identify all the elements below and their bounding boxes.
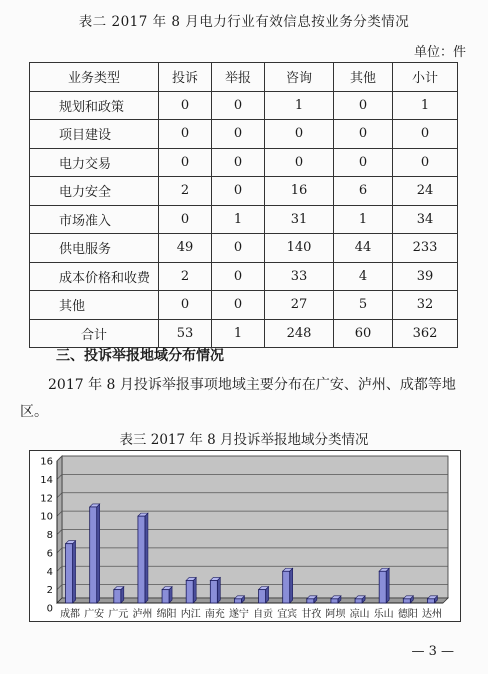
table3-title: 表三 2017 年 8 月投诉举报地域分类情况 [119, 432, 369, 448]
x-tick-label: 成都 [60, 609, 81, 620]
table-cell: 248 [265, 319, 334, 348]
header-complaint: 投诉 [159, 63, 212, 92]
x-tick-label: 遂宁 [228, 609, 249, 620]
table-cell: 0 [159, 291, 212, 320]
table-header-row [30, 63, 458, 92]
table-row [30, 177, 458, 206]
y-tick-label: 6 [46, 548, 53, 560]
y-tick-label: 14 [40, 474, 53, 486]
x-tick-label: 广安 [84, 609, 105, 620]
row-label: 成本价格和收费 [30, 262, 159, 291]
table-cell: 60 [334, 319, 393, 348]
table-cell: 16 [265, 177, 334, 206]
table-cell: 0 [159, 120, 212, 149]
table-cell: 34 [393, 205, 458, 234]
header-report: 举报 [212, 63, 265, 92]
table-cell: 5 [334, 291, 393, 320]
table-cell: 0 [159, 148, 212, 177]
bar-南充 [210, 577, 220, 603]
bar-遂宁 [234, 596, 244, 603]
x-tick-label: 甘孜 [301, 609, 322, 620]
table-cell: 53 [159, 319, 212, 348]
y-tick-label: 8 [46, 530, 53, 541]
bar-自贡 [259, 587, 269, 603]
page-number: — 3 — [411, 644, 454, 659]
table-row [30, 291, 458, 320]
row-label: 电力安全 [30, 177, 159, 206]
table-cell: 1 [393, 91, 458, 120]
table-cell: 0 [393, 148, 458, 177]
table-cell: 0 [212, 177, 265, 206]
bar-广安 [90, 504, 100, 603]
bar-内江 [186, 577, 196, 603]
table2-title: 表二 2017 年 8 月电力行业有效信息按业务分类情况 [78, 14, 410, 30]
bar-广元 [114, 587, 124, 603]
table-cell: 0 [212, 262, 265, 291]
table-cell: 24 [393, 177, 458, 206]
x-tick-label: 绵阳 [156, 609, 177, 620]
table-cell: 362 [393, 319, 458, 348]
x-tick-label: 德阳 [397, 609, 418, 620]
bar-阿坝 [331, 596, 341, 603]
table-cell: 0 [212, 148, 265, 177]
table-row [30, 148, 458, 177]
table-cell: 0 [212, 91, 265, 120]
table-cell: 0 [393, 120, 458, 149]
x-tick-label: 凉山 [349, 609, 370, 620]
header-consult: 咨询 [265, 63, 334, 92]
table-cell: 0 [265, 148, 334, 177]
bar-德阳 [403, 596, 413, 603]
x-tick-label: 乐山 [373, 609, 394, 620]
table-cell: 1 [334, 205, 393, 234]
row-label: 市场准入 [30, 205, 159, 234]
x-tick-label: 南充 [204, 609, 225, 620]
y-tick-label: 10 [40, 511, 53, 523]
row-label: 规划和政策 [30, 91, 159, 120]
table-cell: 27 [265, 291, 334, 320]
table-cell: 6 [334, 177, 393, 206]
table-cell: 0 [334, 91, 393, 120]
x-tick-label: 阿坝 [325, 609, 346, 620]
chart-plot-area [62, 456, 448, 598]
row-label: 电力交易 [30, 148, 159, 177]
table-cell: 0 [212, 291, 265, 320]
table-row [30, 234, 458, 263]
business-category-table [29, 62, 458, 348]
x-tick-label: 广元 [108, 609, 129, 620]
table-cell: 2 [159, 262, 212, 291]
table-row [30, 262, 458, 291]
table-cell: 233 [393, 234, 458, 263]
row-label: 项目建设 [30, 120, 159, 149]
x-tick-label: 泸州 [132, 609, 153, 620]
y-tick-label: 12 [40, 493, 53, 505]
row-label: 供电服务 [30, 234, 159, 263]
bar-乐山 [379, 568, 389, 603]
table-cell: 31 [265, 205, 334, 234]
bar-成都 [66, 541, 76, 603]
header-other: 其他 [334, 63, 393, 92]
bar-凉山 [355, 596, 365, 603]
table-cell: 0 [159, 91, 212, 120]
table-cell: 2 [159, 177, 212, 206]
table-cell: 49 [159, 234, 212, 263]
table-cell: 0 [159, 205, 212, 234]
table-cell: 39 [393, 262, 458, 291]
table-row [30, 205, 458, 234]
section-paragraph: 2017 年 8 月投诉举报事项地域主要分布在广安、泸州、成都等地区。 [20, 377, 456, 420]
header-subtotal: 小计 [393, 63, 458, 92]
header-category: 业务类型 [30, 63, 159, 92]
table-cell: 0 [334, 120, 393, 149]
table-cell: 1 [265, 91, 334, 120]
table-cell: 0 [212, 234, 265, 263]
y-tick-label: 0 [46, 603, 53, 615]
table-row [30, 319, 458, 348]
table-cell: 0 [265, 120, 334, 149]
table-row [30, 120, 458, 149]
region-bar-chart [29, 450, 461, 622]
table-cell: 1 [212, 319, 265, 348]
table-cell: 0 [212, 120, 265, 149]
bar-达州 [427, 596, 437, 603]
table-cell: 33 [265, 262, 334, 291]
chart-side-wall [57, 456, 62, 603]
bar-绵阳 [162, 587, 172, 603]
table-cell: 4 [334, 262, 393, 291]
bar-泸州 [138, 513, 148, 603]
section-heading: 三、投诉举报地域分布情况 [56, 348, 224, 364]
x-tick-label: 内江 [180, 609, 201, 620]
table-cell: 140 [265, 234, 334, 263]
x-tick-label: 达州 [421, 609, 442, 620]
row-label: 合计 [30, 319, 159, 348]
table-row [30, 91, 458, 120]
row-label: 其他 [30, 291, 159, 320]
x-tick-label: 自贡 [253, 609, 274, 620]
bar-宜宾 [283, 568, 293, 603]
table-cell: 44 [334, 234, 393, 263]
y-tick-label: 4 [46, 566, 53, 578]
table-cell: 1 [212, 205, 265, 234]
table-cell: 0 [334, 148, 393, 177]
table2-unit: 单位：件 [413, 45, 466, 60]
x-tick-label: 宜宾 [277, 609, 298, 620]
y-tick-label: 2 [46, 585, 53, 597]
table-cell: 32 [393, 291, 458, 320]
bar-甘孜 [307, 596, 317, 603]
y-tick-label: 16 [40, 456, 53, 468]
